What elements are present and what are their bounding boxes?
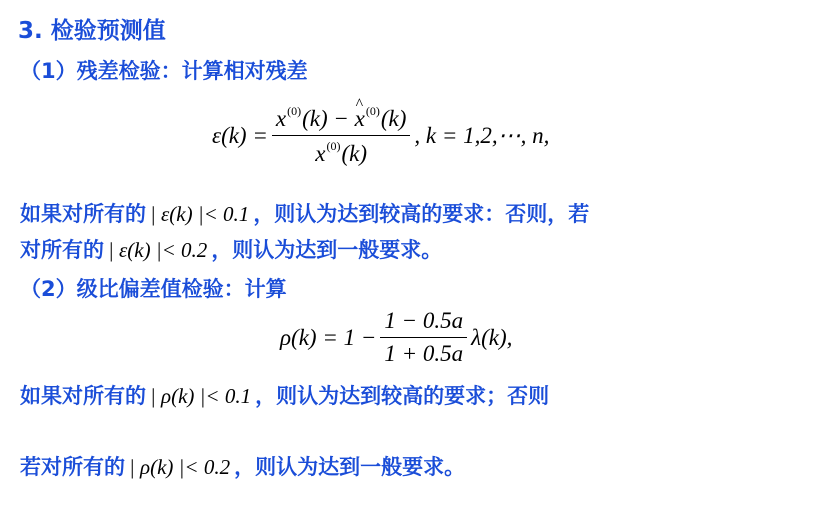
text: 如果对所有的 <box>20 202 146 226</box>
fraction <box>272 104 411 167</box>
subsection-title-residual-test: （1）残差检验：计算相对残差 <box>20 59 308 83</box>
fraction-denominator: 1 + 0.5a <box>384 341 464 366</box>
text: 如果对所有的 <box>20 384 146 408</box>
fraction <box>380 308 467 367</box>
inline-condition: | ε(k) |< 0.1 <box>150 202 250 226</box>
text: ，则认为达到一般要求。 <box>211 238 443 262</box>
inline-condition: | ρ(k) |< 0.1 <box>150 384 252 408</box>
text: ，则认为达到一般要求。 <box>234 455 466 479</box>
subsection-title-ratio-test: （2）级比偏差值检验：计算 <box>20 277 287 301</box>
fraction-denominator <box>311 136 371 167</box>
arg: (k) − <box>302 106 349 131</box>
formula-tail: λ(k), <box>471 324 513 350</box>
inline-condition: | ρ(k) |< 0.2 <box>129 455 231 479</box>
condition-line-general <box>20 234 442 264</box>
var-x: x <box>275 106 287 131</box>
formula-tail: , k = 1,2,⋯, n, <box>414 122 550 148</box>
text: 对所有的 <box>20 238 104 262</box>
inline-condition: | ε(k) |< 0.2 <box>108 238 208 262</box>
condition-line-high-2 <box>20 380 549 410</box>
text: 若对所有的 <box>20 455 125 479</box>
arg: (k) <box>341 141 368 166</box>
formula-lhs: ε(k) = <box>212 122 268 148</box>
var-x: x <box>315 141 326 166</box>
superscript: (0) <box>365 104 380 118</box>
formula-ratio-deviation <box>280 308 512 367</box>
condition-line-high <box>20 198 589 228</box>
fraction-numerator: 1 − 0.5a <box>384 308 464 333</box>
var-x-hat: ^ x <box>355 106 365 132</box>
arg: (k) <box>380 106 407 131</box>
superscript: (0) <box>287 104 302 118</box>
superscript: (0) <box>326 139 341 153</box>
text: ，则认为达到较高的要求：否则，若 <box>253 202 590 226</box>
formula-relative-residual <box>212 104 549 167</box>
fraction-numerator <box>272 104 411 135</box>
text: ，则认为达到较高的要求；否则 <box>255 384 550 408</box>
condition-line-general-2 <box>20 451 465 481</box>
formula-lhs: ρ(k) = 1 − <box>280 324 377 350</box>
section-heading: 3. 检验预测值 <box>18 18 166 44</box>
